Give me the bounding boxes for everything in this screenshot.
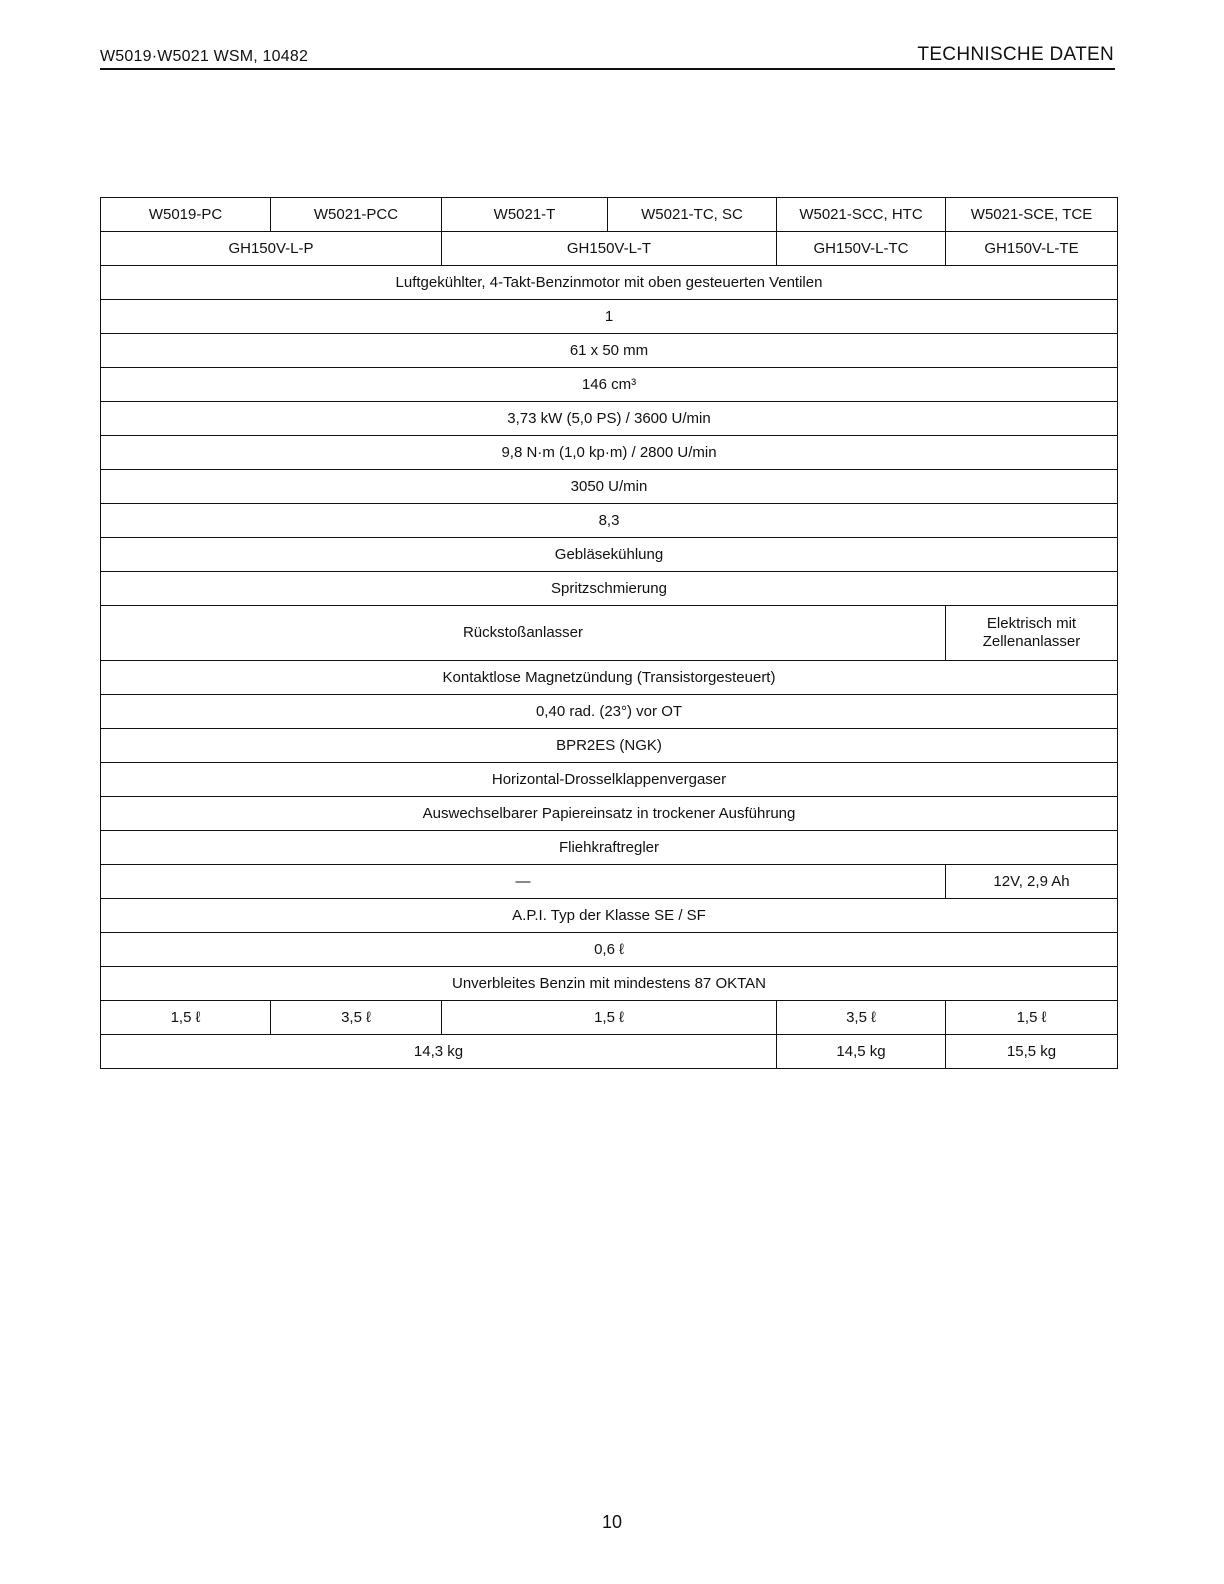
table-row bbox=[101, 606, 1118, 661]
ignition-timing-cell: 0,40 rad. (23°) vor OT bbox=[101, 695, 1118, 729]
table-row-models bbox=[101, 198, 1118, 232]
fuel-tank-cell: 1,5 ℓ bbox=[101, 1001, 271, 1035]
table-row bbox=[101, 967, 1118, 1001]
spark-plug-cell: BPR2ES (NGK) bbox=[101, 729, 1118, 763]
governor-cell: Fliehkraftregler bbox=[101, 831, 1118, 865]
torque-cell: 9,8 N·m (1,0 kp·m) / 2800 U/min bbox=[101, 436, 1118, 470]
model-cell: W5021-PCC bbox=[271, 198, 442, 232]
table-row bbox=[101, 436, 1118, 470]
battery-cell: 12V, 2,9 Ah bbox=[946, 865, 1118, 899]
battery-none-cell: — bbox=[101, 865, 946, 899]
table-row bbox=[101, 865, 1118, 899]
table-row bbox=[101, 899, 1118, 933]
fuel-tank-cell: 3,5 ℓ bbox=[271, 1001, 442, 1035]
model-cell: W5021-T bbox=[442, 198, 608, 232]
model-cell: W5019-PC bbox=[101, 198, 271, 232]
cylinders-cell: 1 bbox=[101, 300, 1118, 334]
table-row bbox=[101, 504, 1118, 538]
page-number: 10 bbox=[601, 1512, 623, 1532]
engine-cell: GH150V-L-TC bbox=[777, 232, 946, 266]
table-row bbox=[101, 933, 1118, 967]
table-row bbox=[101, 470, 1118, 504]
table-row-weight bbox=[101, 1035, 1118, 1069]
cooling-cell: Gebläsekühlung bbox=[101, 538, 1118, 572]
model-cell: W5021-TC, SC bbox=[608, 198, 777, 232]
table-row bbox=[101, 266, 1118, 300]
model-cell: W5021-SCE, TCE bbox=[946, 198, 1118, 232]
table-row bbox=[101, 831, 1118, 865]
table-row bbox=[101, 402, 1118, 436]
oil-grade-cell: A.P.I. Typ der Klasse SE / SF bbox=[101, 899, 1118, 933]
fuel-tank-cell: 3,5 ℓ bbox=[777, 1001, 946, 1035]
model-cell: W5021-SCC, HTC bbox=[777, 198, 946, 232]
header-manual-id: W5019·W5021 WSM, 10482 bbox=[100, 48, 309, 65]
power-cell: 3,73 kW (5,0 PS) / 3600 U/min bbox=[101, 402, 1118, 436]
engine-type-cell: Luftgekühlter, 4-Takt-Benzinmotor mit oben gesteuerten Ventilen bbox=[101, 266, 1118, 300]
oil-capacity-cell: 0,6 ℓ bbox=[101, 933, 1118, 967]
starter-recoil-cell: Rückstoßanlasser bbox=[101, 606, 946, 661]
air-filter-cell: Auswechselbarer Papiereinsatz in trockener Ausführung bbox=[101, 797, 1118, 831]
weight-cell: 15,5 kg bbox=[946, 1035, 1118, 1069]
weight-cell: 14,5 kg bbox=[777, 1035, 946, 1069]
rpm-cell: 3050 U/min bbox=[101, 470, 1118, 504]
engine-cell: GH150V-L-P bbox=[101, 232, 442, 266]
technical-data-table bbox=[100, 197, 1118, 1069]
lubrication-cell: Spritzschmierung bbox=[101, 572, 1118, 606]
fuel-tank-cell: 1,5 ℓ bbox=[946, 1001, 1118, 1035]
table-row bbox=[101, 538, 1118, 572]
starter-electric-cell: Elektrisch mit Zellenanlasser bbox=[946, 606, 1118, 661]
engine-cell: GH150V-L-T bbox=[442, 232, 777, 266]
table-row bbox=[101, 797, 1118, 831]
table-row bbox=[101, 368, 1118, 402]
table-row bbox=[101, 763, 1118, 797]
compression-cell: 8,3 bbox=[101, 504, 1118, 538]
header-section-title: TECHNISCHE DATEN bbox=[917, 44, 1114, 65]
engine-cell: GH150V-L-TE bbox=[946, 232, 1118, 266]
bore-stroke-cell: 61 x 50 mm bbox=[101, 334, 1118, 368]
table-row bbox=[101, 729, 1118, 763]
table-row-engines bbox=[101, 232, 1118, 266]
fuel-cell: Unverbleites Benzin mit mindestens 87 OKTAN bbox=[101, 967, 1118, 1001]
weight-cell: 14,3 kg bbox=[101, 1035, 777, 1069]
header-divider bbox=[100, 68, 1115, 70]
table-row bbox=[101, 300, 1118, 334]
table-row bbox=[101, 661, 1118, 695]
ignition-cell: Kontaktlose Magnetzündung (Transistorgesteuert) bbox=[101, 661, 1118, 695]
table-row-fuel-tank bbox=[101, 1001, 1118, 1035]
table-row bbox=[101, 695, 1118, 729]
fuel-tank-cell: 1,5 ℓ bbox=[442, 1001, 777, 1035]
table-row bbox=[101, 334, 1118, 368]
carburetor-cell: Horizontal-Drosselklappenvergaser bbox=[101, 763, 1118, 797]
displacement-cell: 146 cm³ bbox=[101, 368, 1118, 402]
table-row bbox=[101, 572, 1118, 606]
